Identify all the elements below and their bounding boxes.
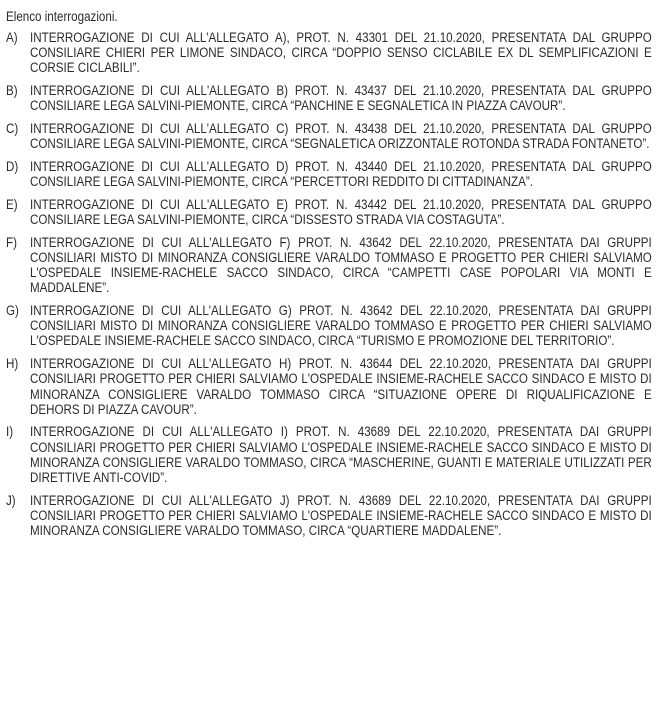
item-label: J) — [6, 492, 16, 508]
item-text: INTERROGAZIONE DI CUI ALL'ALLEGATO A), PROT. N. 43301 DEL 21.10.2020, PRESENTATA DAL GRUPPO CONSILIARE CHIERI PER LIMONE SINDACO, CIRCA “DOPPIO SENSO CICLABILE EX DL SEMPLIFICAZIONI E CORSIE CICLABILI”. — [30, 30, 652, 76]
item-text: INTERROGAZIONE DI CUI ALL'ALLEGATO D) PROT. N. 43440 DEL 21.10.2020, PRESENTATA DAL GRUPPO CONSILIARE LEGA SALVINI-PIEMONTE, CIRCA “PERCETTORI REDDITO DI CITTADINANZA”. — [30, 158, 652, 190]
list-item-d — [0, 159, 663, 189]
item-text: INTERROGAZIONE DI CUI ALL'ALLEGATO F) PROT. N. 43642 DEL 22.10.2020, PRESENTATA DAI GRUPPI CONSILIARI MISTO DI MINORANZA CONSIGLIERE VARALDO TOMMASO E PROGETTO PER CHIERI SALVIAMO L'OSPEDALE INSIEME-RACHELE SACCO SINDACO, CIRCA “CAMPETTI CASE POPOLARI VIA MONTI E MADDALENE”. — [30, 234, 652, 296]
list-item-f — [0, 235, 663, 296]
list-item-j — [0, 493, 663, 539]
item-text: INTERROGAZIONE DI CUI ALL'ALLEGATO E) PROT. N. 43442 DEL 21.10.2020, PRESENTATA DAL GRUPPO CONSILIARE LEGA SALVINI-PIEMONTE, CIRCA “DISSESTO STRADA VIA COSTAGUTA”. — [30, 196, 652, 228]
item-label: I) — [6, 424, 14, 440]
list-item-a — [0, 30, 663, 76]
item-label: D) — [6, 158, 19, 174]
interrogation-list — [0, 30, 663, 546]
item-text: INTERROGAZIONE DI CUI ALL'ALLEGATO I) PROT. N. 43689 DEL 22.10.2020, PRESENTATA DAI GRUPPI CONSILIARI PROGETTO PER CHIERI SALVIAMO L'OSPEDALE INSIEME-RACHELE SACCO SINDACO E MISTO DI MINORANZA CONSIGLIERE VARALDO TOMMASO, CIRCA “MASCHERINE, GUANTI E MATERIALE UTILIZZATI PER DIRETTIVE ANTI-COVID”. — [30, 424, 652, 486]
item-label: E) — [6, 196, 18, 212]
item-label: F) — [6, 234, 17, 250]
document-title: Elenco interrogazioni. — [6, 9, 118, 24]
item-label: G) — [6, 303, 19, 319]
item-text: INTERROGAZIONE DI CUI ALL'ALLEGATO H) PROT. N. 43644 DEL 22.10.2020, PRESENTATA DAI GRUPPI CONSILIARI PROGETTO PER CHIERI SALVIAMO L'OSPEDALE INSIEME-RACHELE SACCO SINDACO E MISTO DI MINORANZA CONSIGLIERE VARALDO TOMMASO CIRCA “SITUAZIONE OPERE DI RIQUALIFICAZIONE E DEHORS DI PIAZZA CAVOUR”. — [30, 356, 652, 417]
list-item-e — [0, 197, 663, 227]
item-label: C) — [6, 121, 19, 137]
item-label: H) — [6, 356, 19, 372]
item-label: A) — [6, 30, 18, 45]
list-item-b — [0, 83, 663, 113]
item-text: INTERROGAZIONE DI CUI ALL'ALLEGATO G) PROT. N. 43642 DEL 22.10.2020, PRESENTATA DAI GRUPPI CONSILIARI MISTO DI MINORANZA CONSIGLIERE VARALDO TOMMASO E PROGETTO PER CHIERI SALVIAMO L'OSPEDALE INSIEME-RACHELE SACCO SINDACO, CIRCA “TURISMO E PROMOZIONE DEL TERRITORIO”. — [30, 303, 652, 349]
item-label: B) — [6, 83, 18, 99]
item-text: INTERROGAZIONE DI CUI ALL'ALLEGATO J) PROT. N. 43689 DEL 22.10.2020, PRESENTATA DAI GRUPPI CONSILIARI PROGETTO PER CHIERI SALVIAMO L'OSPEDALE INSIEME-RACHELE SACCO SINDACO E MISTO DI MINORANZA CONSIGLIERE VARALDO TOMMASO, CIRCA “QUARTIERE MADDALENE”. — [30, 492, 652, 539]
item-text: INTERROGAZIONE DI CUI ALL'ALLEGATO C) PROT. N. 43438 DEL 21.10.2020, PRESENTATA DAL GRUPPO CONSILIARE LEGA SALVINI-PIEMONTE, CIRCA “SEGNALETICA ORIZZONTALE ROTONDA STRADA FONTANETO”. — [30, 121, 652, 152]
list-item-i — [0, 424, 663, 485]
list-item-h — [0, 356, 663, 417]
list-item-g — [0, 303, 663, 349]
list-item-c — [0, 121, 663, 151]
item-text: INTERROGAZIONE DI CUI ALL'ALLEGATO B) PROT. N. 43437 DEL 21.10.2020, PRESENTATA DAL GRUPPO CONSILIARE LEGA SALVINI-PIEMONTE, CIRCA “PANCHINE E SEGNALETICA IN PIAZZA CAVOUR”. — [30, 83, 652, 114]
